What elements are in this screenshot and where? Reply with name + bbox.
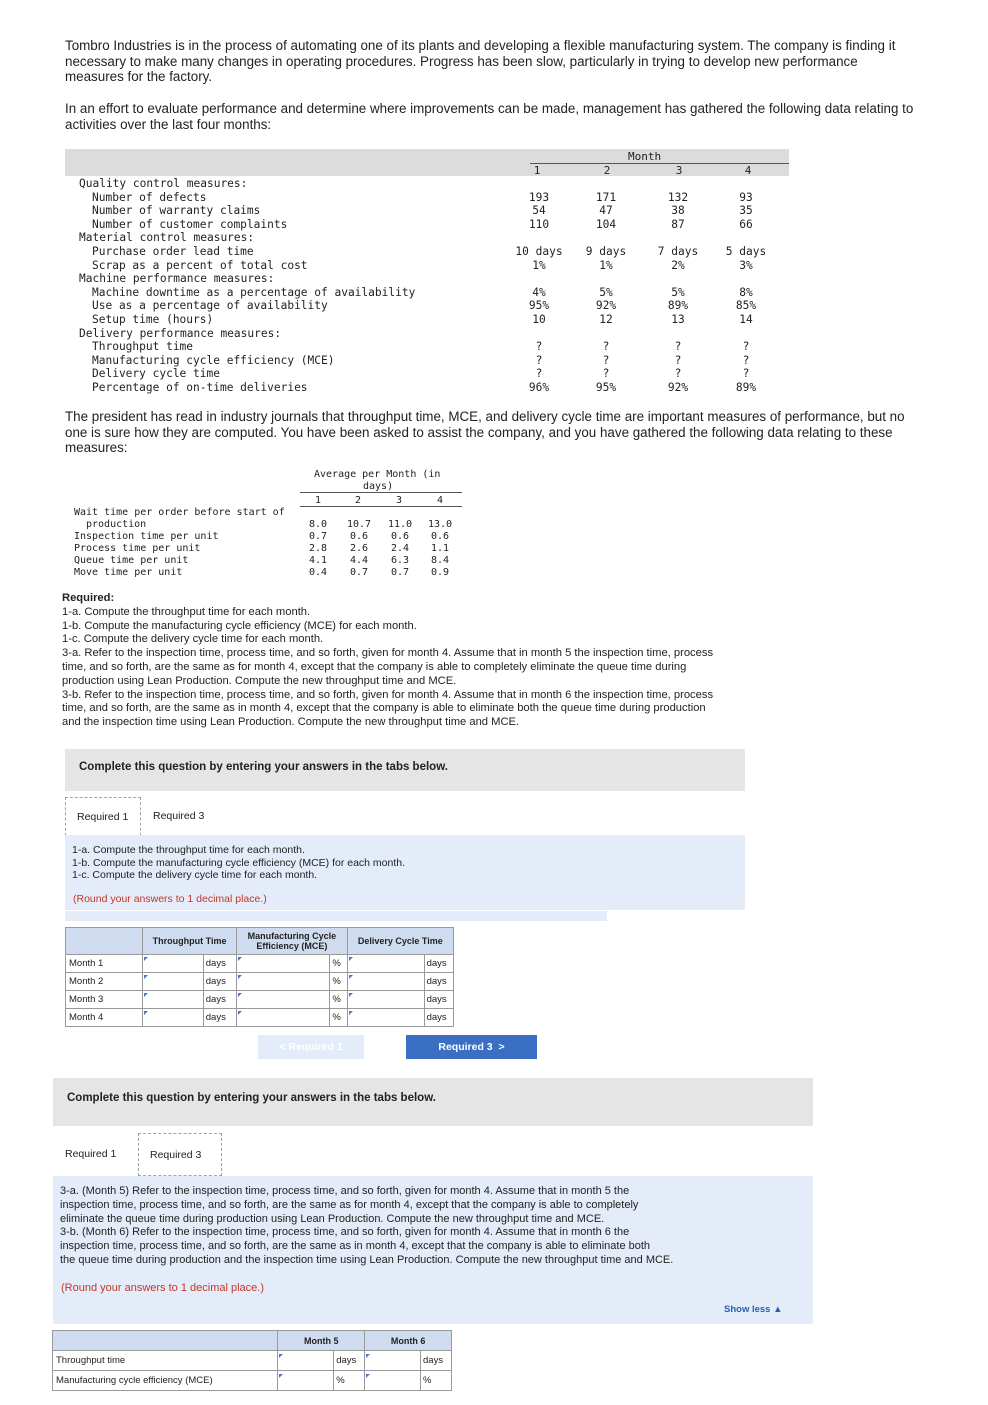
answer-row-label: Month 1 (66, 955, 143, 973)
table1-cell: 66 (739, 217, 753, 231)
month-5-input[interactable] (278, 1351, 334, 1371)
answer-row-label: Month 3 (66, 991, 143, 1009)
table1-cell: 132 (667, 190, 689, 204)
table2-row-label: Inspection time per unit (74, 531, 219, 542)
tab2-required-3-label: Required 3 (150, 1149, 202, 1161)
unit-label: days (334, 1351, 365, 1371)
table1-cell: 4% (532, 285, 546, 299)
table1-cell: ? (535, 353, 543, 367)
table1-cell: 9 days (585, 245, 627, 258)
table1-row-label: Delivery performance measures: (79, 326, 282, 340)
round-note-1: (Round your answers to 1 decimal place.) (73, 893, 267, 905)
table1-row-label: Percentage of on-time deliveries (92, 381, 308, 394)
month-6-input[interactable] (365, 1371, 421, 1391)
required-line: 1-a. Compute the throughput time for each month. (62, 605, 311, 618)
table2-cell: 0.6 (349, 531, 369, 542)
intro-paragraph-1: Tombro Industries is in the process of automating one of its plants and developing a flexible manufacturing system. The company is finding it necessary to make many changes in operating procedures. Progress has been slow, particularly in trying to develop new performance measures for the factory. (65, 38, 896, 85)
table1-cell: 89% (667, 299, 689, 313)
answer-row (66, 955, 454, 973)
unit-label: % (330, 973, 347, 991)
month-6-input[interactable] (365, 1351, 421, 1371)
panel2-line: eliminate the queue time during production using Lean Production. Compute the new throughput time and MCE. (60, 1212, 605, 1225)
table1-cell: 10 (532, 313, 546, 326)
unit-label: % (334, 1371, 365, 1391)
tab-required-1-label: Required 1 (77, 811, 129, 823)
table2-cell: 11.0 (387, 519, 413, 530)
panel2-line: 3-a. (Month 5) Refer to the inspection time, process time, and so forth, given for month 4. Assume that in month 5 the (60, 1185, 630, 1197)
answer-row (66, 973, 454, 991)
required-line: production using Lean Production. Compute the new throughput time and MCE. (62, 674, 457, 687)
table2-cell: 2.6 (349, 543, 369, 554)
table1-cell: 92% (595, 299, 617, 313)
delivery-cycle-time-input[interactable] (347, 973, 424, 991)
table2-cell: 0.7 (308, 531, 328, 542)
table2-cell: 0.6 (430, 531, 450, 542)
month-label: Month (628, 150, 662, 163)
next-button-label: Required 3 (438, 1041, 493, 1053)
instruction-bar-2 (53, 1078, 813, 1126)
mce-input[interactable] (237, 1009, 330, 1027)
answer-row (66, 991, 454, 1009)
table1-cell: 12 (599, 313, 613, 326)
unit-label: % (330, 1009, 347, 1027)
unit-label: days (203, 973, 236, 991)
tab-required-3[interactable] (142, 797, 216, 834)
tab-required-3-label: Required 3 (153, 810, 205, 822)
table2-cell: 8.0 (308, 519, 328, 530)
table1-cell: 93 (739, 190, 753, 204)
table2-row-label: Queue time per unit (74, 555, 189, 566)
unit-label: days (424, 955, 453, 973)
table1-cell: 2% (671, 258, 685, 272)
table1-cell: 35 (739, 204, 753, 218)
tab2-required-1-label: Required 1 (65, 1148, 117, 1160)
required-section (62, 592, 862, 730)
col-delivery-cycle-time: Delivery Cycle Time (347, 928, 453, 955)
round-note-2: (Round your answers to 1 decimal place.) (61, 1282, 264, 1294)
table1-row-label: Use as a percentage of availability (92, 299, 328, 313)
unit-label: % (421, 1371, 452, 1391)
table1-cell: 54 (532, 204, 546, 218)
table1-row-label: Purchase order lead time (92, 245, 254, 258)
performance-table-header (65, 149, 789, 176)
answer-table-1 (65, 927, 454, 1027)
answer-row (66, 1009, 454, 1027)
table1-row-label: Manufacturing cycle efficiency (MCE) (92, 353, 335, 367)
table1-row-label: Delivery cycle time (92, 367, 220, 381)
answer-row-label: Month 4 (66, 1009, 143, 1027)
table1-cell: ? (535, 340, 543, 354)
t2-month-3: 3 (396, 495, 403, 506)
table1-cell: 5% (671, 285, 685, 299)
table1-cell: 96% (528, 381, 550, 394)
month-col-2: 2 (603, 164, 611, 177)
table1-cell: 3% (739, 258, 753, 272)
table1-row-label: Number of customer complaints (92, 217, 288, 231)
show-less-link[interactable] (724, 1304, 783, 1315)
t2-month-4: 4 (437, 495, 444, 506)
table1-cell: 38 (671, 204, 685, 218)
table2-cell: 6.3 (390, 555, 410, 566)
required-line: time, and so forth, are the same as in month 4, except that the company is able to eliminate both the queue time during production (62, 702, 706, 715)
table1-row-label: Setup time (hours) (92, 313, 214, 326)
unit-label: days (203, 991, 236, 1009)
table1-row-label: Machine performance measures: (79, 272, 275, 286)
table2-cell: 0.7 (349, 567, 369, 578)
time-table (62, 465, 462, 585)
panel2-line: inspection time, process time, and so forth, are the same as for month 4, except that the company is able to completely (60, 1198, 639, 1211)
table1-cell: 47 (599, 204, 613, 218)
table1-cell: ? (602, 367, 610, 381)
table1-row-label: Material control measures: (79, 231, 255, 245)
unit-label: % (330, 955, 347, 973)
table1-cell: 110 (528, 217, 550, 231)
table1-cell: 85% (735, 299, 757, 313)
table2-row-label: Wait time per order before start of (74, 507, 285, 518)
instruction-text-2: Complete this question by entering your answers in the tabs below. (67, 1092, 436, 1104)
table2-cell: 0.7 (390, 567, 410, 578)
unit-label: days (424, 973, 453, 991)
table2-cell: 4.4 (349, 555, 369, 566)
show-less-label: Show less (724, 1304, 771, 1315)
panel1-line: 1-b. Compute the manufacturing cycle efficiency (MCE) for each month. (72, 856, 406, 869)
tab2-required-1[interactable] (53, 1133, 133, 1175)
table2-cell: 2.8 (308, 543, 328, 554)
president-paragraph: The president has read in industry journals that throughput time, MCE, and delivery cycle time are important measures of performance, but no one is sure how they are computed. You have been asked to assist the company, and you have gathered the following data relating to these measures: (65, 409, 905, 456)
delivery-cycle-time-input[interactable] (347, 955, 424, 973)
table2-cell: 4.1 (308, 555, 328, 566)
table1-cell: ? (602, 353, 610, 367)
month-col-3: 3 (675, 164, 683, 177)
table1-cell: ? (674, 367, 682, 381)
throughput-time-input[interactable] (142, 973, 203, 991)
table1-cell: 14 (739, 313, 753, 326)
table1-cell: 13 (671, 313, 685, 326)
instruction-panel-1 (65, 835, 745, 910)
t2-month-2: 2 (355, 495, 362, 506)
answer-row-label: Manufacturing cycle efficiency (MCE) (53, 1371, 278, 1391)
mce-input[interactable] (237, 955, 330, 973)
instruction-panel-2 (53, 1176, 813, 1324)
table1-cell: 8% (739, 285, 753, 299)
table2-cell: 0.9 (430, 567, 450, 578)
table2-cell: 0.6 (390, 531, 410, 542)
table1-cell: ? (742, 353, 750, 367)
month-col-1: 1 (533, 164, 541, 177)
table1-cell: 171 (595, 190, 617, 204)
intro-paragraph-2: In an effort to evaluate performance and determine where improvements can be made, management has gathered the following data relating to activities over the last four months: (65, 101, 914, 132)
required-line: 3-b. Refer to the inspection time, process time, and so forth, given for month 4. Assume that in month 6 the inspection time, process (62, 688, 714, 701)
table1-cell: 10 days (515, 245, 563, 258)
month-col-4: 4 (744, 164, 752, 177)
answer-row (53, 1351, 452, 1371)
table1-cell: 1% (532, 258, 546, 272)
unit-label: days (424, 1009, 453, 1027)
panel2-line: inspection time, process time, and so forth, are the same as in month 4, except that the company is able to eliminate both (60, 1240, 651, 1253)
table1-row-label: Number of warranty claims (92, 204, 261, 218)
table1-cell: 5 days (725, 245, 767, 258)
next-required-3-button[interactable]: Required 3 > (406, 1035, 537, 1059)
table1-row-label: Throughput time (92, 340, 194, 354)
col-throughput-time: Throughput Time (142, 928, 236, 955)
tab-required-1[interactable] (65, 797, 141, 836)
table1-cell: 5% (599, 285, 613, 299)
required-line: and the inspection time using Lean Production. Compute the new throughput time and MCE. (62, 716, 520, 729)
table1-cell: ? (674, 353, 682, 367)
mce-input[interactable] (237, 973, 330, 991)
table1-cell: 92% (667, 381, 689, 394)
table1-row-label: Quality control measures: (79, 177, 248, 190)
throughput-time-input[interactable] (142, 955, 203, 973)
table2-row-label: Move time per unit (74, 567, 183, 578)
table1-cell: 95% (595, 381, 617, 394)
table1-cell: 7 days (657, 245, 699, 258)
table2-cell: 0.4 (308, 567, 328, 578)
unit-label: days (421, 1351, 452, 1371)
col-month-5: Month 5 (278, 1331, 365, 1351)
table1-row-label: Number of defects (92, 190, 207, 204)
prev-required-1-button[interactable]: < Required 1 (258, 1035, 364, 1059)
instruction-text-1: Complete this question by entering your answers in the tabs below. (79, 761, 448, 773)
table2-cell: 10.7 (346, 519, 372, 530)
table2-cell: 13.0 (427, 519, 453, 530)
unit-label: days (203, 955, 236, 973)
prev-button-label: Required 1 (288, 1041, 343, 1053)
delivery-cycle-time-input[interactable] (347, 991, 424, 1009)
table2-cell: 2.4 (390, 543, 410, 554)
delivery-cycle-time-input[interactable] (347, 1009, 424, 1027)
tab2-required-3[interactable] (138, 1133, 222, 1176)
answer-row (53, 1371, 452, 1391)
panel2-line: the queue time during production and the inspection time using Lean Production. Compute the new throughput time and MCE. (60, 1253, 674, 1266)
col-month-6: Month 6 (365, 1331, 452, 1351)
col-mce: Manufacturing Cycle Efficiency (MCE) (237, 928, 347, 955)
table2-cell: 8.4 (430, 555, 450, 566)
table2-row-label-cont: production (86, 519, 147, 530)
table1-row-label: Scrap as a percent of total cost (92, 258, 308, 272)
time-table-header-1: Average per Month (in (314, 469, 441, 480)
table1-cell: ? (674, 340, 682, 354)
required-line: time, and so forth, are the same as for month 4, except that the company is able to completely eliminate the queue time during (62, 660, 687, 673)
throughput-time-input[interactable] (142, 991, 203, 1009)
throughput-time-input[interactable] (142, 1009, 203, 1027)
triangle-up-icon: ▲ (773, 1304, 783, 1315)
required-line: 3-a. Refer to the inspection time, process time, and so forth, given for month 4. Assume that in month 5 the inspection time, process (62, 647, 714, 660)
table1-cell: 193 (528, 190, 550, 204)
required-line: 1-b. Compute the manufacturing cycle efficiency (MCE) for each month. (62, 619, 417, 632)
table2-row-label: Process time per unit (74, 543, 201, 554)
table1-cell: 104 (595, 217, 617, 231)
table2-cell: 1.1 (430, 543, 450, 554)
table1-cell: 95% (528, 299, 550, 313)
unit-label: % (330, 991, 347, 1009)
answer-table-2 (52, 1330, 452, 1391)
t2-month-1: 1 (315, 495, 322, 506)
required-heading: Required: (62, 592, 115, 604)
answer-row-label: Month 2 (66, 973, 143, 991)
time-table-header-2: days) (363, 481, 394, 492)
required-line: 1-c. Compute the delivery cycle time for each month. (62, 633, 324, 646)
instruction-bar-1 (65, 749, 745, 791)
unit-label: days (424, 991, 453, 1009)
table1-cell: ? (742, 367, 750, 381)
table1-cell: ? (535, 367, 543, 381)
panel1-line: 1-a. Compute the throughput time for each month. (72, 844, 305, 856)
answer-row-label: Throughput time (53, 1351, 278, 1371)
panel2-line: 3-b. (Month 6) Refer to the inspection time, process time, and so forth, given for month 4. Assume that in month 6 the (60, 1226, 630, 1239)
mce-input[interactable] (237, 991, 330, 1009)
month-5-input[interactable] (278, 1371, 334, 1391)
unit-label: days (203, 1009, 236, 1027)
table1-cell: ? (742, 340, 750, 354)
table1-cell: ? (602, 340, 610, 354)
table1-cell: 1% (599, 258, 613, 272)
table1-row-label: Machine downtime as a percentage of availability (92, 285, 416, 299)
table1-cell: 87 (671, 217, 685, 231)
table1-cell: 89% (735, 381, 757, 394)
panel1-line: 1-c. Compute the delivery cycle time for each month. (72, 869, 318, 881)
